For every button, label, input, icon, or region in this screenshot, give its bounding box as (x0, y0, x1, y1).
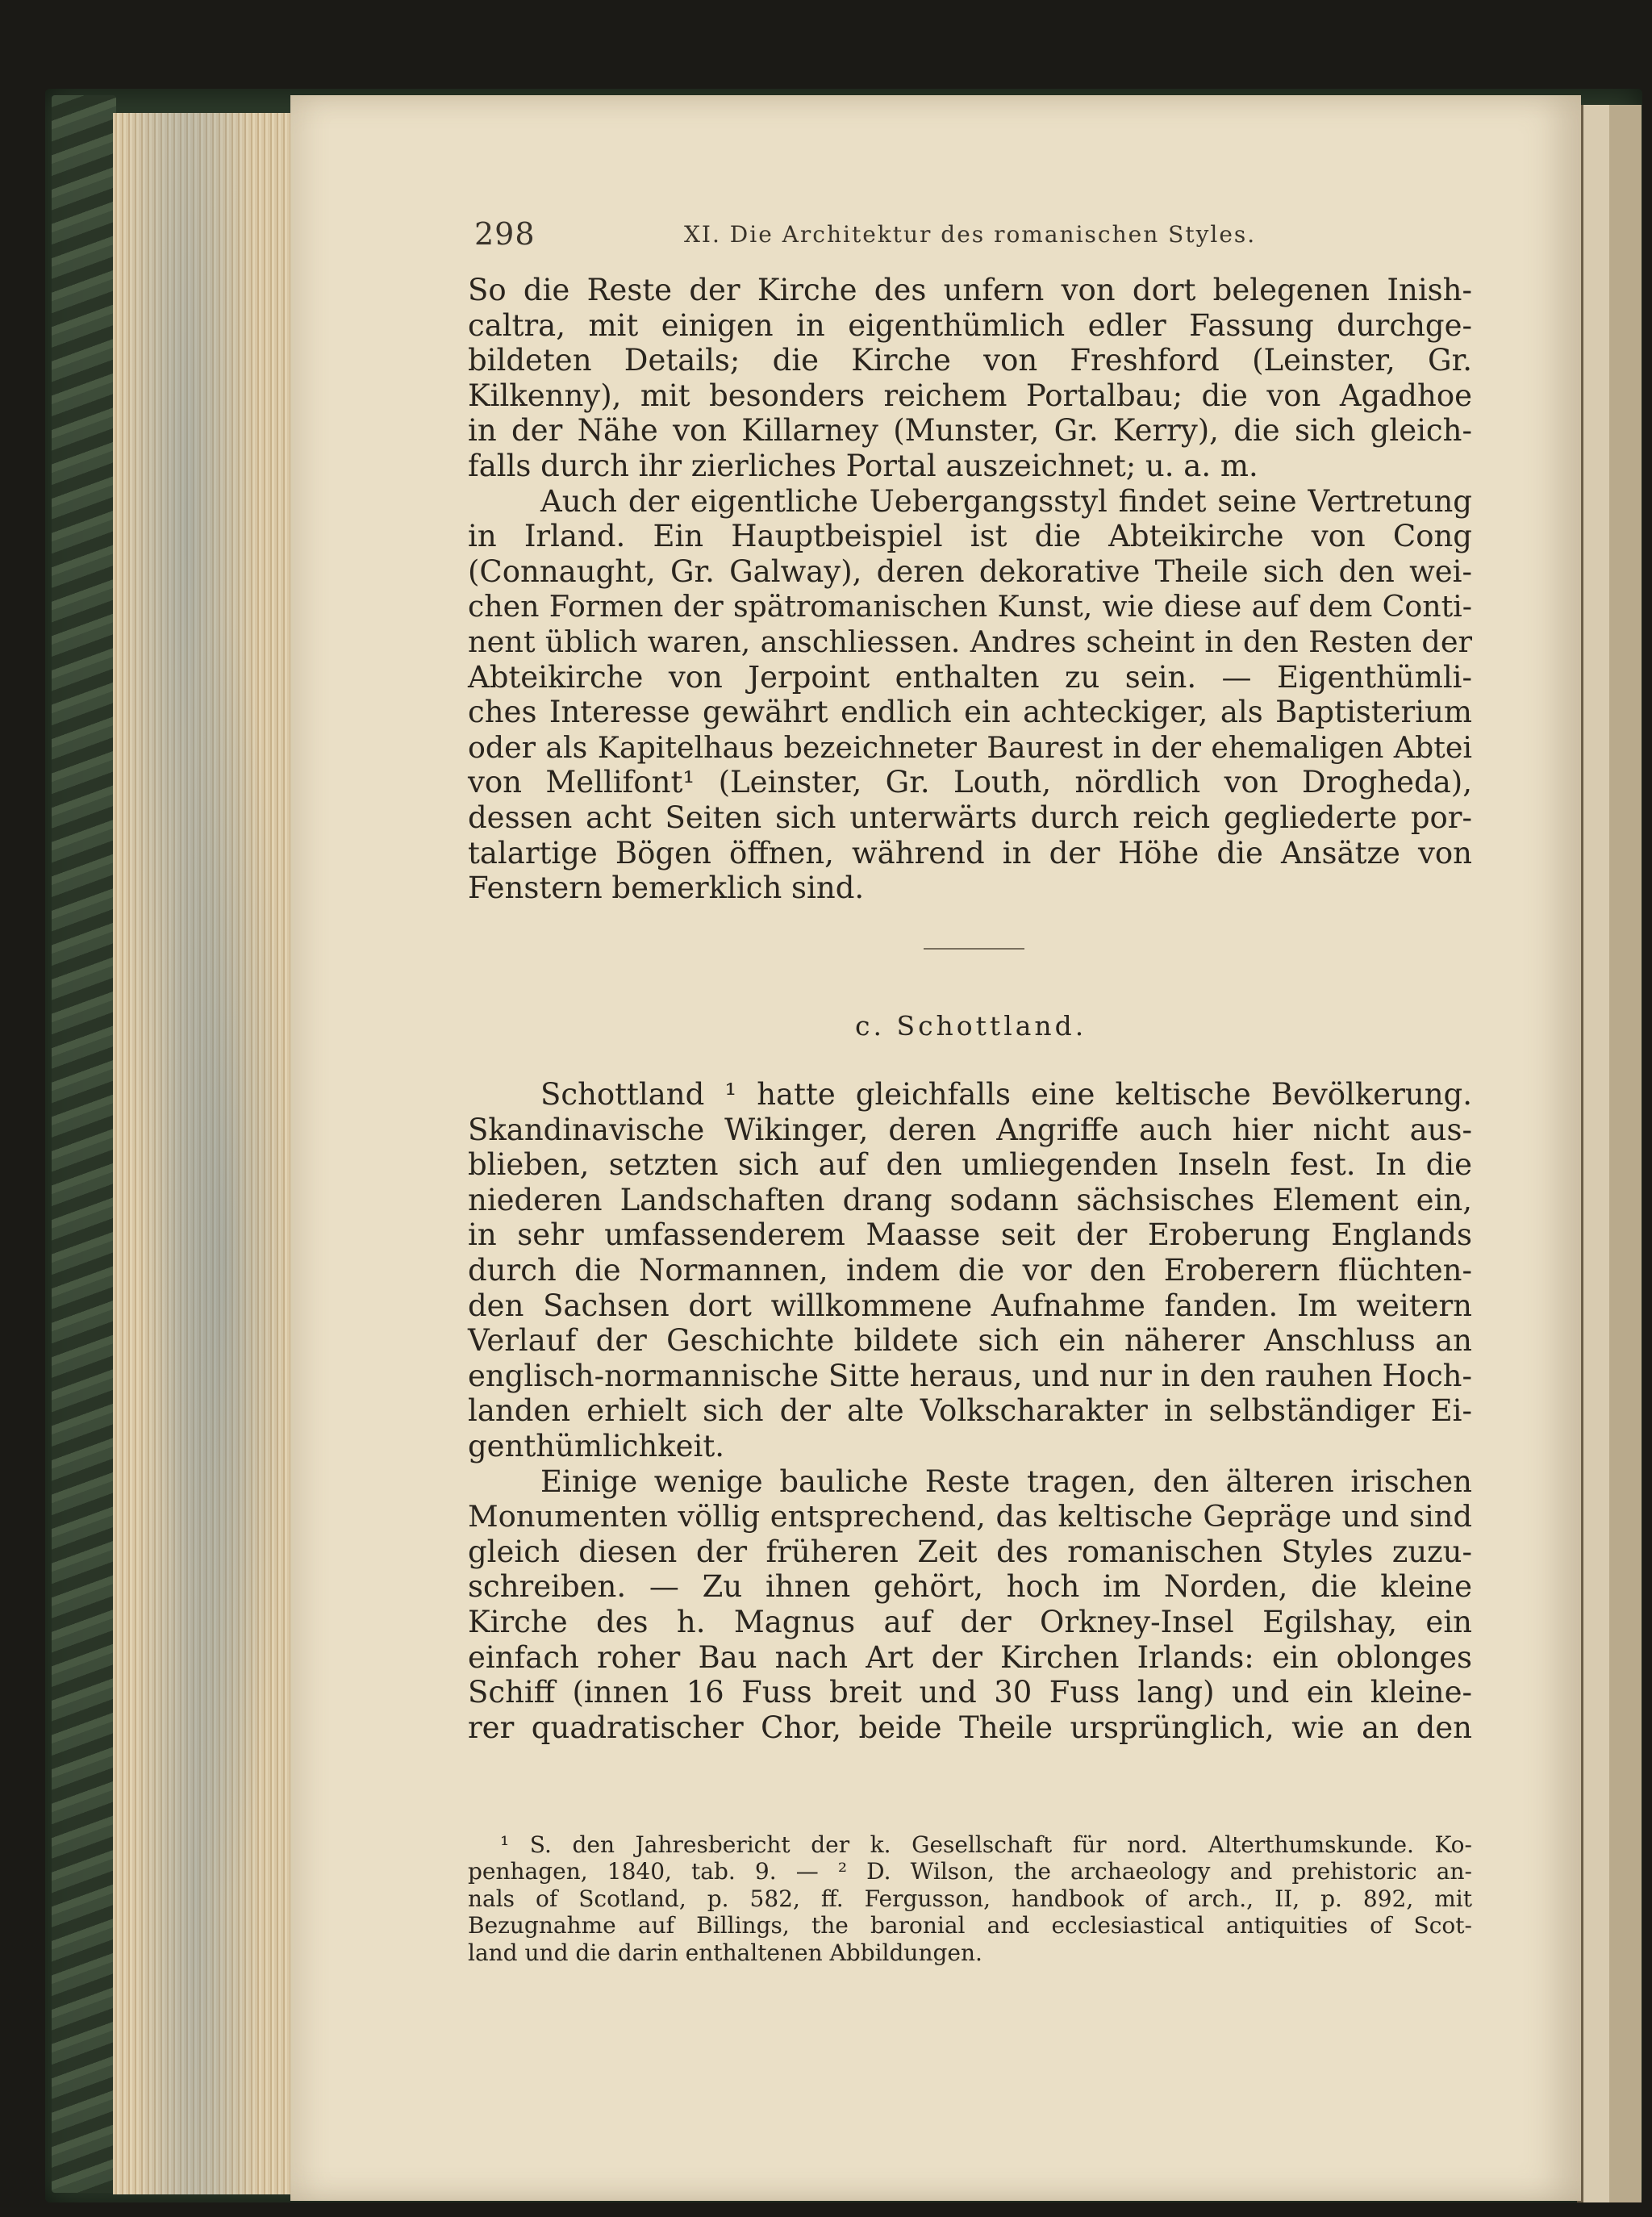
chapter-title: XI. Die Architektur des romanischen Styles. (684, 221, 1257, 248)
text-line: Abteikirche von Jerpoint enthalten zu sein. — Eigenthümli- (468, 659, 1472, 695)
text-block-ireland (468, 273, 1472, 906)
text-line: ches Interesse gewährt endlich ein achteckiger, als Baptisterium (468, 695, 1472, 730)
text-line: (Connaught, Gr. Galway), deren dekorative Theile sich den wei- (468, 553, 1472, 589)
text-line: Schottland ¹ hatte gleichfalls eine keltische Bevölkerung. (540, 1077, 1472, 1112)
section-divider (924, 948, 1024, 950)
text-line: in sehr umfassenderem Maasse seit der Eroberung Englands (468, 1217, 1472, 1253)
footnote-line: penhagen, 1840, tab. 9. — ² D. Wilson, the archaeology and prehistoric an- (468, 1858, 1472, 1885)
paragraph-2 (468, 484, 1472, 906)
text-line: falls durch ihr zierliches Portal auszeichnet; u. a. m. (468, 448, 1258, 483)
paragraph-4 (468, 1464, 1472, 1746)
footnote-line: ¹ S. den Jahresbericht der k. Gesellschaft für nord. Alterthumskunde. Ko- (500, 1831, 1472, 1858)
text-line: Schiff (innen 16 Fuss breit und 30 Fuss lang) und ein kleine- (468, 1675, 1472, 1710)
text-line: Fenstern bemerklich sind. (468, 871, 865, 906)
footnote-line: nals of Scotland, p. 582, ff. Fergusson, handbook of arch., II, p. 892, mit (468, 1885, 1472, 1912)
paragraph-1 (468, 273, 1472, 484)
text-line: Verlauf der Geschichte bildete sich ein näherer Anschluss an (468, 1323, 1472, 1359)
text-line: Skandinavische Wikinger, deren Angriffe auch hier nicht aus- (468, 1112, 1472, 1147)
text-line: blieben, setzten sich auf den umliegenden Inseln fest. In die (468, 1147, 1472, 1183)
page-stack-marbling (113, 113, 298, 2194)
text-line: in der Nähe von Killarney (Munster, Gr. Kerry), die sich gleich- (468, 413, 1472, 449)
text-line: chen Formen der spätromanischen Kunst, wie diese auf dem Conti- (468, 589, 1472, 624)
text-line: talartige Bögen öffnen, während in der Höhe die Ansätze von (468, 835, 1472, 871)
text-line: nent üblich waren, anschliessen. Andres scheint in den Resten der (468, 624, 1472, 659)
footnote-line: Bezugnahme auf Billings, the baronial and ecclesiastical antiquities of Scot- (468, 1912, 1472, 1939)
text-line: Einige wenige bauliche Reste tragen, den älteren irischen (540, 1463, 1472, 1499)
text-line: einfach roher Bau nach Art der Kirchen Irlands: ein oblonges (468, 1639, 1472, 1675)
text-line: Monumenten völlig entsprechend, das keltische Gepräge und sind (468, 1499, 1472, 1534)
text-line: von Mellifont¹ (Leinster, Gr. Louth, nördlich von Drogheda), (468, 765, 1472, 800)
running-head (468, 216, 1472, 257)
text-line: rer quadratischer Chor, beide Theile ursprünglich, wie an den (468, 1710, 1472, 1745)
text-line: landen erhielt sich der alte Volkscharakter in selbständiger Ei- (468, 1393, 1472, 1429)
text-line: oder als Kapitelhaus bezeichneter Baurest in der ehemaligen Abtei (468, 729, 1472, 765)
text-line: Kilkenny), mit besonders reichem Portalbau; die von Agadhoe (468, 378, 1472, 413)
page-number: 298 (474, 216, 536, 252)
section-heading: c. Schottland. (855, 1010, 1087, 1042)
footnote-line: land und die darin enthaltenen Abbildungen. (468, 1939, 982, 1966)
text-block-scotland (468, 1077, 1472, 1745)
text-line: englisch-normannische Sitte heraus, und nur in den rauhen Hoch- (468, 1358, 1472, 1393)
text-line: caltra, mit einigen in eigenthümlich edler Fassung durchge- (468, 307, 1472, 343)
facing-page-edge (1577, 105, 1642, 2202)
text-line: Auch der eigentliche Uebergangsstyl findet seine Vertretung (540, 483, 1472, 519)
paragraph-3 (468, 1077, 1472, 1464)
text-line: schreiben. — Zu ihnen gehört, hoch im Norden, die kleine (468, 1569, 1472, 1605)
text-line: genthümlichkeit. (468, 1428, 725, 1463)
text-line: bildeten Details; die Kirche von Freshford (Leinster, Gr. (468, 343, 1472, 378)
text-line: den Sachsen dort willkommene Aufnahme fanden. Im weitern (468, 1288, 1472, 1323)
text-line: gleich diesen der früheren Zeit des romanischen Styles zuzu- (468, 1534, 1472, 1569)
footnotes (468, 1831, 1472, 1966)
text-line: durch die Normannen, indem die vor den Eroberern flüchten- (468, 1252, 1472, 1288)
text-line: in Irland. Ein Hauptbeispiel ist die Abteikirche von Cong (468, 519, 1472, 554)
text-line: niederen Landschaften drang sodann sächsisches Element ein, (468, 1182, 1472, 1217)
text-line: Kirche des h. Magnus auf der Orkney-Insel Egilshay, ein (468, 1604, 1472, 1639)
cover-marbled-edge (52, 95, 116, 2193)
text-line: dessen acht Seiten sich unterwärts durch reich gegliederte por- (468, 800, 1472, 835)
text-line: So die Reste der Kirche des unfern von dort belegenen Inish- (468, 273, 1472, 307)
